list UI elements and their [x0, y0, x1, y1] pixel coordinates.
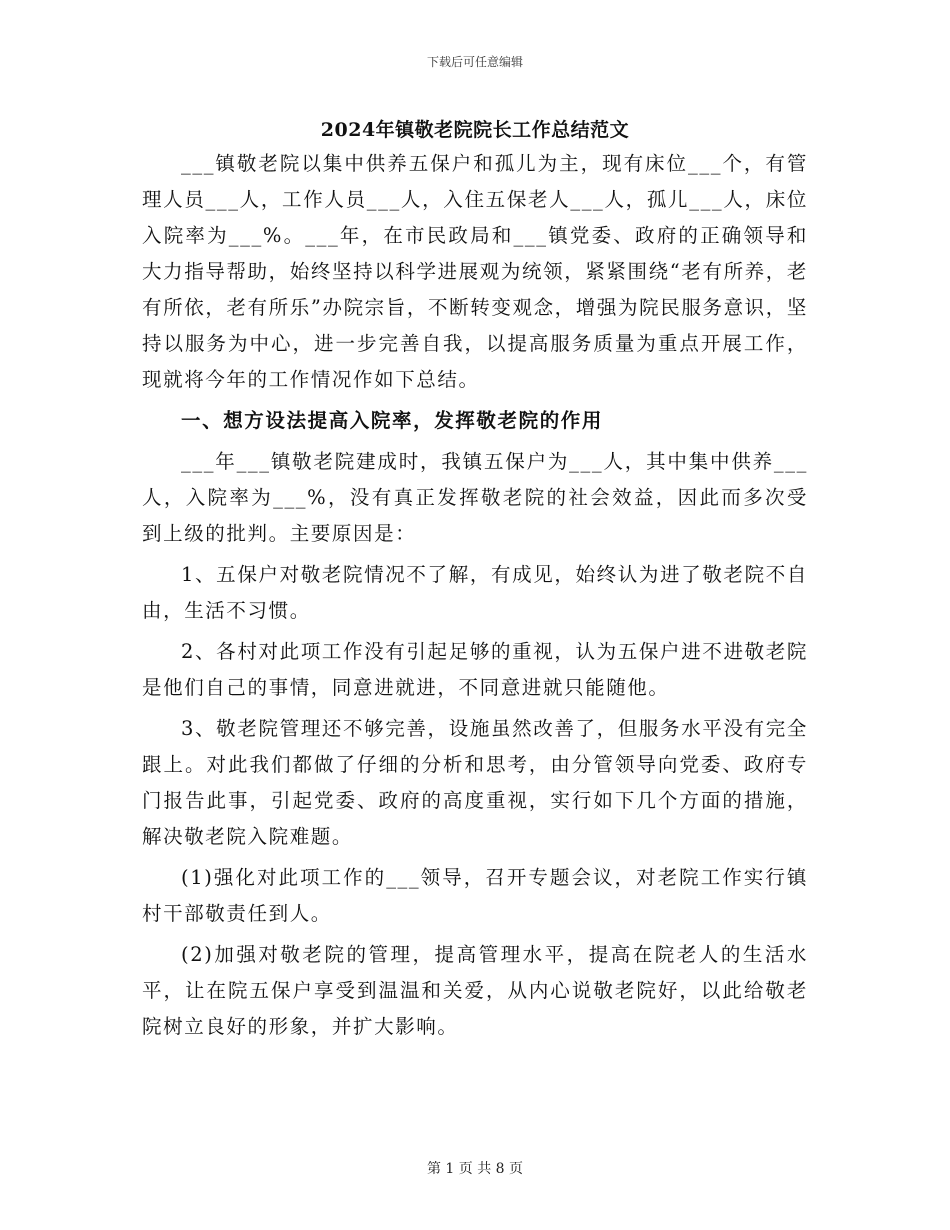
reason-item-3: 3、敬老院管理还不够完善，设施虽然改善了，但服务水平没有完全跟上。对此我们都做了仔细的分析和思考，由分管领导向党委、政府专门报告此事，引起党委、政府的高度重视，实行如下几个方面的措施，解决敬老院入院难题。: [142, 717, 808, 848]
section-heading-1: 一、想方设法提高入院率，发挥敬老院的作用: [181, 409, 604, 432]
page-header-note: 下载后可任意编辑: [426, 55, 523, 69]
reason-item-1: 1、五保户对敬老院情况不了解，有成见，始终认为进了敬老院不自由，生活不习惯。: [142, 563, 808, 622]
section-1-paragraph: ___年___镇敬老院建成时，我镇五保户为___人，其中集中供养___人，入院率为___%，没有真正发挥敬老院的社会效益，因此而多次受到上级的批判。主要原因是：: [142, 450, 808, 545]
document-body: [142, 146, 808, 1050]
measure-item-1: (1)强化对此项工作的___领导，召开专题会议，对老院工作实行镇村干部敬责任到人。: [142, 866, 808, 925]
document-title: 2024年镇敬老院院长工作总结范文: [320, 119, 630, 141]
measure-item-2: (2)加强对敬老院的管理，提高管理水平，提高在院老人的生活水平，让在院五保户享受到温温和关爱，从内心说敬老院好，以此给敬老院树立良好的形象，并扩大影响。: [142, 943, 808, 1038]
intro-paragraph: ___镇敬老院以集中供养五保户和孤儿为主，现有床位___个，有管理人员___人，工作人员___人，入住五保老人___人，孤儿___人，床位入院率为___%。___年，在市民政局和___镇党委、政府的正确领导和大力指导帮助，始终坚持以科学进展观为统领，紧紧围绕“老有所养，老有所依，老有所乐”办院宗旨，不断转变观念，增强为院民服务意识，坚持以服务为中心，进一步完善自我，以提高服务质量为重点开展工作，现就将今年的工作情况作如下总结。: [142, 152, 808, 391]
reason-item-2: 2、各村对此项工作没有引起足够的重视，认为五保户进不进敬老院是他们自己的事情，同意进就进，不同意进就只能随他。: [142, 640, 808, 699]
page-number-footer: 第 1 页 共 8 页: [426, 1161, 524, 1177]
